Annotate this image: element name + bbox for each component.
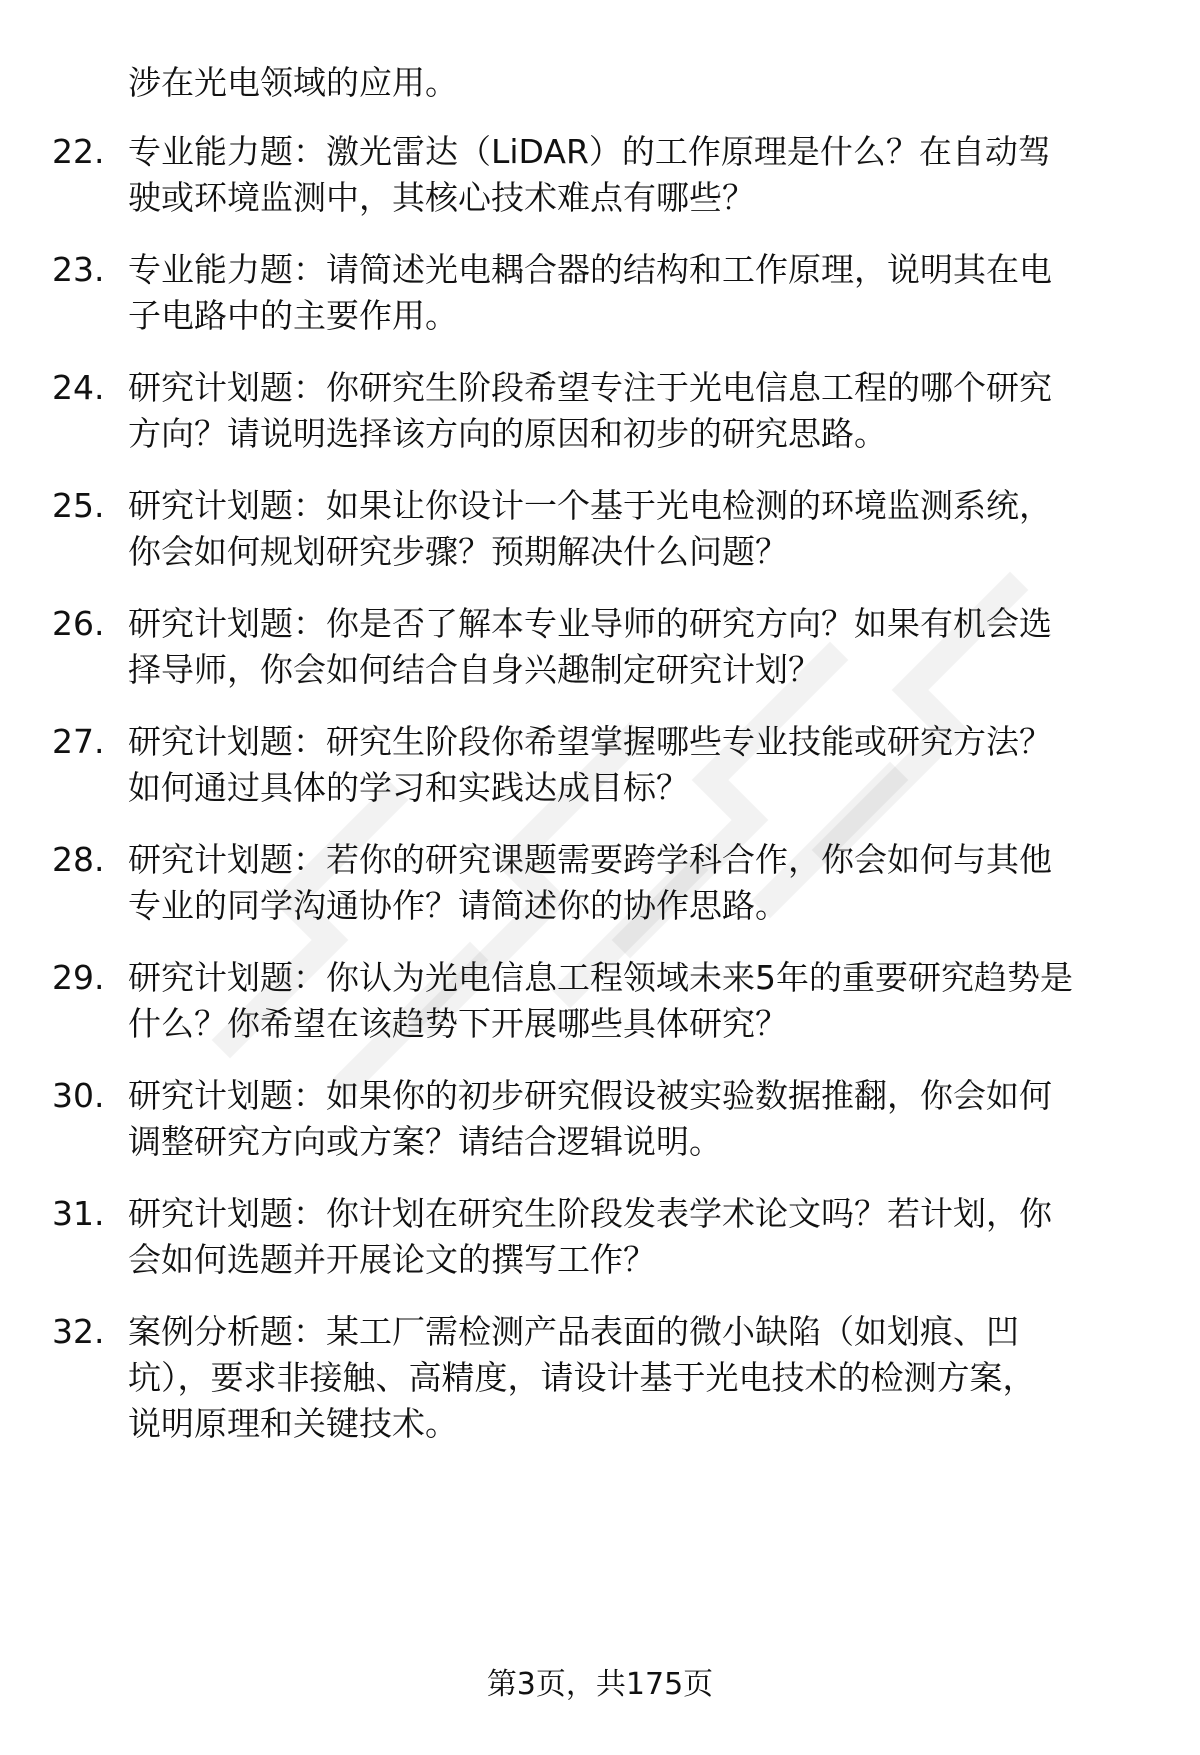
question-text: 研究计划题：你是否了解本专业导师的研究方向？如果有机会选 择导师，你会如何结合自身兴趣制定研究计划？: [128, 604, 1052, 689]
question-number: 28.: [52, 840, 105, 879]
question-text: 专业能力题：激光雷达（LiDAR）的工作原理是什么？在自动驾 驶或环境监测中，其核心技术难点有哪些？: [128, 132, 1051, 217]
question-text: 研究计划题：研究生阶段你希望掌握哪些专业技能或研究方法？ 如何通过具体的学习和实践达成目标？: [128, 722, 1052, 807]
question-number: 24.: [52, 368, 105, 407]
question-text: 专业能力题：请简述光电耦合器的结构和工作原理，说明其在电 子电路中的主要作用。: [128, 250, 1052, 335]
question-text: 研究计划题：你认为光电信息工程领域未来5年的重要研究趋势是 什么？你希望在该趋势下开展哪些具体研究？: [128, 958, 1073, 1043]
question-text: 案例分析题：某工厂需检测产品表面的微小缺陷（如划痕、凹 坑），要求非接触、高精度，请设计基于光电技术的检测方案， 说明原理和关键技术。: [128, 1312, 1036, 1443]
question-text: 研究计划题：你研究生阶段希望专注于光电信息工程的哪个研究 方向？请说明选择该方向的原因和初步的研究思路。: [128, 368, 1052, 453]
page-footer: 第3页，共175页: [486, 1667, 714, 1702]
question-number: 32.: [52, 1312, 105, 1351]
question-number: 27.: [52, 722, 105, 761]
continuation-text: 涉在光电领域的应用。: [128, 63, 458, 102]
question-number: 26.: [52, 604, 105, 643]
question-text: 研究计划题：若你的研究课题需要跨学科合作，你会如何与其他 专业的同学沟通协作？请简述你的协作思路。: [128, 840, 1052, 925]
question-number: 31.: [52, 1194, 105, 1233]
question-number: 29.: [52, 958, 105, 997]
question-text: 研究计划题：如果你的初步研究假设被实验数据推翻，你会如何 调整研究方向或方案？请结合逻辑说明。: [128, 1076, 1052, 1161]
question-number: 22.: [52, 132, 105, 171]
question-text: 研究计划题：你计划在研究生阶段发表学术论文吗？若计划，你 会如何选题并开展论文的撰写工作？: [128, 1194, 1052, 1279]
question-number: 23.: [52, 250, 105, 289]
question-number: 25.: [52, 486, 105, 525]
question-text: 研究计划题：如果让你设计一个基于光电检测的环境监测系统， 你会如何规划研究步骤？预期解决什么问题？: [128, 486, 1052, 571]
question-number: 30.: [52, 1076, 105, 1115]
